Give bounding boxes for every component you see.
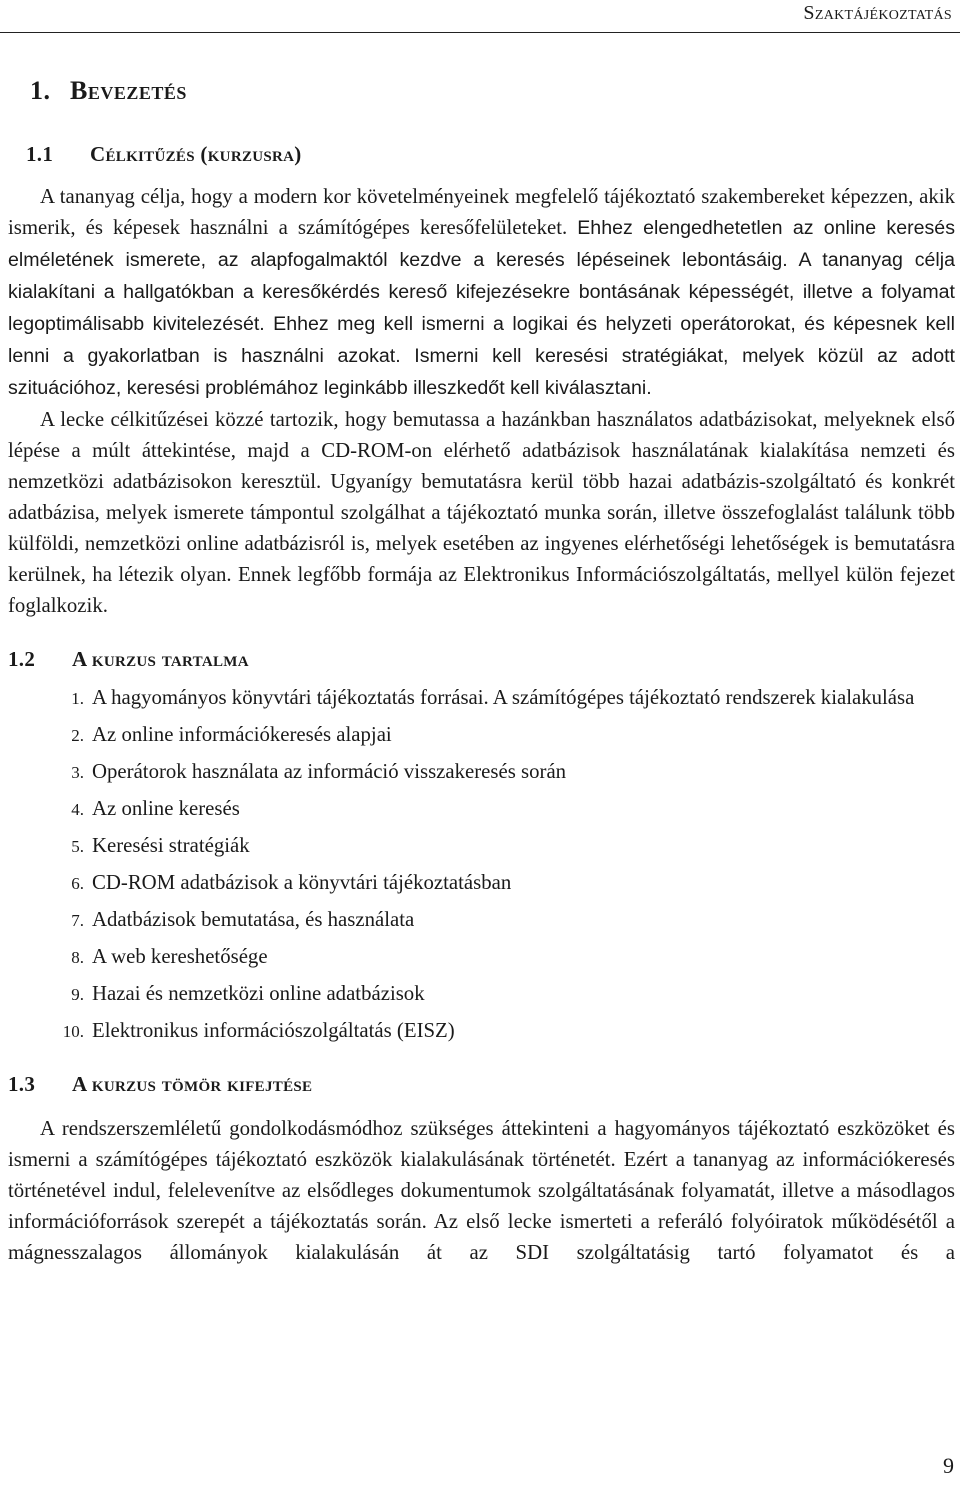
list-item-text: Operátorok használata az információ visszakeresés során <box>92 760 567 783</box>
list-item-text: A hagyományos könyvtári tájékoztatás forrásai. A számítógépes tájékoztató rendszerek kialakulása <box>92 686 915 709</box>
list-item-number: 3. <box>71 763 84 782</box>
course-contents-list <box>8 682 955 1046</box>
paragraph-goal-sans-2: A tananyag célja kialakítani a hallgatókban a keresőkérdés kereső kifejezésekre bontásának képességét, illetve a folyamat legoptimálisabb kivitelezését. Ehhez meg kell ismerni a logikai és helyzeti operátorokat, és képesnek kell lenni a gyakorlatban is használni azokat. Ismerni kell keresési stratégiákat, melyek közül az adott szituációhoz, keresési problémához leginkább illeszkedőt kell kiválasztani. <box>8 249 955 399</box>
list-item-text: Keresési stratégiák <box>92 834 250 857</box>
list-item-text: Az online információkeresés alapjai <box>92 723 392 746</box>
paragraph-lesson-goals: A lecke célkitűzései közzé tartozik, hogy bemutassa a hazánkban használatos adatbázisokat, melyeknek első lépése a múlt áttekintése, majd a CD-ROM-on elérhető adatbázisok használatának kialakítása nemzeti és nemzetközi adatbázisokon keresztül. Ugyanígy bemutatásra kerül több hazai adatbázis-szolgáltató és konkrét adatbázisa, melyek ismerete támpontul szolgálhat a tájékoztató munka során, illetve összefoglalást találunk több külföldi, nemzetközi online adatbázisról is, melyek esetében az ingyenes elérhetőségi lehetőségek is bemutatásra kerülnek, ha létezik olyan. Ennek legfőbb formája az Elektronikus Információszolgáltatás, mellyel külön fejezet foglalkozik. <box>8 408 955 617</box>
list-item <box>8 867 955 898</box>
list-item-number: 10. <box>62 1022 84 1041</box>
paragraph-goal-sans <box>8 217 955 399</box>
section-number: 1.1 <box>26 142 54 166</box>
section-number: 1.2 <box>8 647 36 671</box>
section-title: A kurzus tömör kifejtése <box>72 1072 313 1096</box>
section-heading-1-3 <box>8 1072 955 1097</box>
list-item-number: 9. <box>71 985 84 1004</box>
section-heading-1-1 <box>26 142 955 167</box>
list-item-number: 8. <box>71 948 84 967</box>
list-item-number: 6. <box>71 874 84 893</box>
list-item-number: 2. <box>71 726 84 745</box>
list-item-number: 7. <box>71 911 84 930</box>
section-heading-1-2 <box>8 647 955 672</box>
header-rule <box>0 32 960 33</box>
section-title: Célkitűzés (kurzusra) <box>90 142 302 166</box>
list-item <box>8 904 955 935</box>
list-item <box>8 719 955 750</box>
list-item-text: CD-ROM adatbázisok a könyvtári tájékoztatásban <box>92 871 512 894</box>
list-item-number: 5. <box>71 837 84 856</box>
list-item-text: Az online keresés <box>92 797 240 820</box>
section-title: A kurzus tartalma <box>72 647 249 671</box>
list-item <box>8 978 955 1009</box>
list-item-number: 1. <box>71 689 84 708</box>
list-item-text: Hazai és nemzetközi online adatbázisok <box>92 982 425 1005</box>
list-item <box>8 1015 955 1046</box>
section-number: 1.3 <box>8 1072 36 1096</box>
list-item-text: Elektronikus információszolgáltatás (EISZ) <box>92 1019 455 1042</box>
list-item-text: A web kereshetősége <box>92 945 268 968</box>
paragraph-goal-sans-1: Ehhez elengedhetetlen az online keresés elméletének ismerete, az alapfogalmaktól kezdve a keresés lépéseinek lebontásáig. <box>8 217 955 271</box>
list-item <box>8 756 955 787</box>
list-item <box>8 682 955 713</box>
paragraph-goal-serif: A tananyag célja, hogy a modern kor követelményeinek megfelelő tájékoztató szakembereket képezzen, akik ismerik, és képesek használni a számítógépes keresőfelületeket. <box>8 185 955 239</box>
page-content <box>8 76 955 1268</box>
list-item-text: Adatbázisok bemutatása, és használata <box>92 908 415 931</box>
chapter-title: Bevezetés <box>70 76 187 105</box>
list-item <box>8 793 955 824</box>
page-number: 9 <box>943 1453 954 1478</box>
paragraph-summary: A rendszerszemléletű gondolkodásmódhoz szükséges áttekinteni a hagyományos tájékoztató eszközöket és ismerni a számítógépes tájékoztató eszközök kialakulásának történetét. Ezért a tananyag az információkeresés történetével indul, felelevenítve az elsődleges dokumentumok szolgáltatásának folyamatát, illetve a másodlagos információforrások szerepét a tájékoztatás során. Az első lecke ismerteti a referáló folyóiratok működésétől a mágnesszalagos állományok kialakulásán át az SDI szolgáltatásig tartó folyamatot és a <box>8 1117 955 1264</box>
list-item <box>8 941 955 972</box>
chapter-heading <box>30 76 955 106</box>
list-item-number: 4. <box>71 800 84 819</box>
chapter-number: 1. <box>30 76 51 105</box>
list-item <box>8 830 955 861</box>
running-header: Szaktájékoztatás <box>803 2 952 24</box>
paragraph-goal <box>8 181 955 404</box>
